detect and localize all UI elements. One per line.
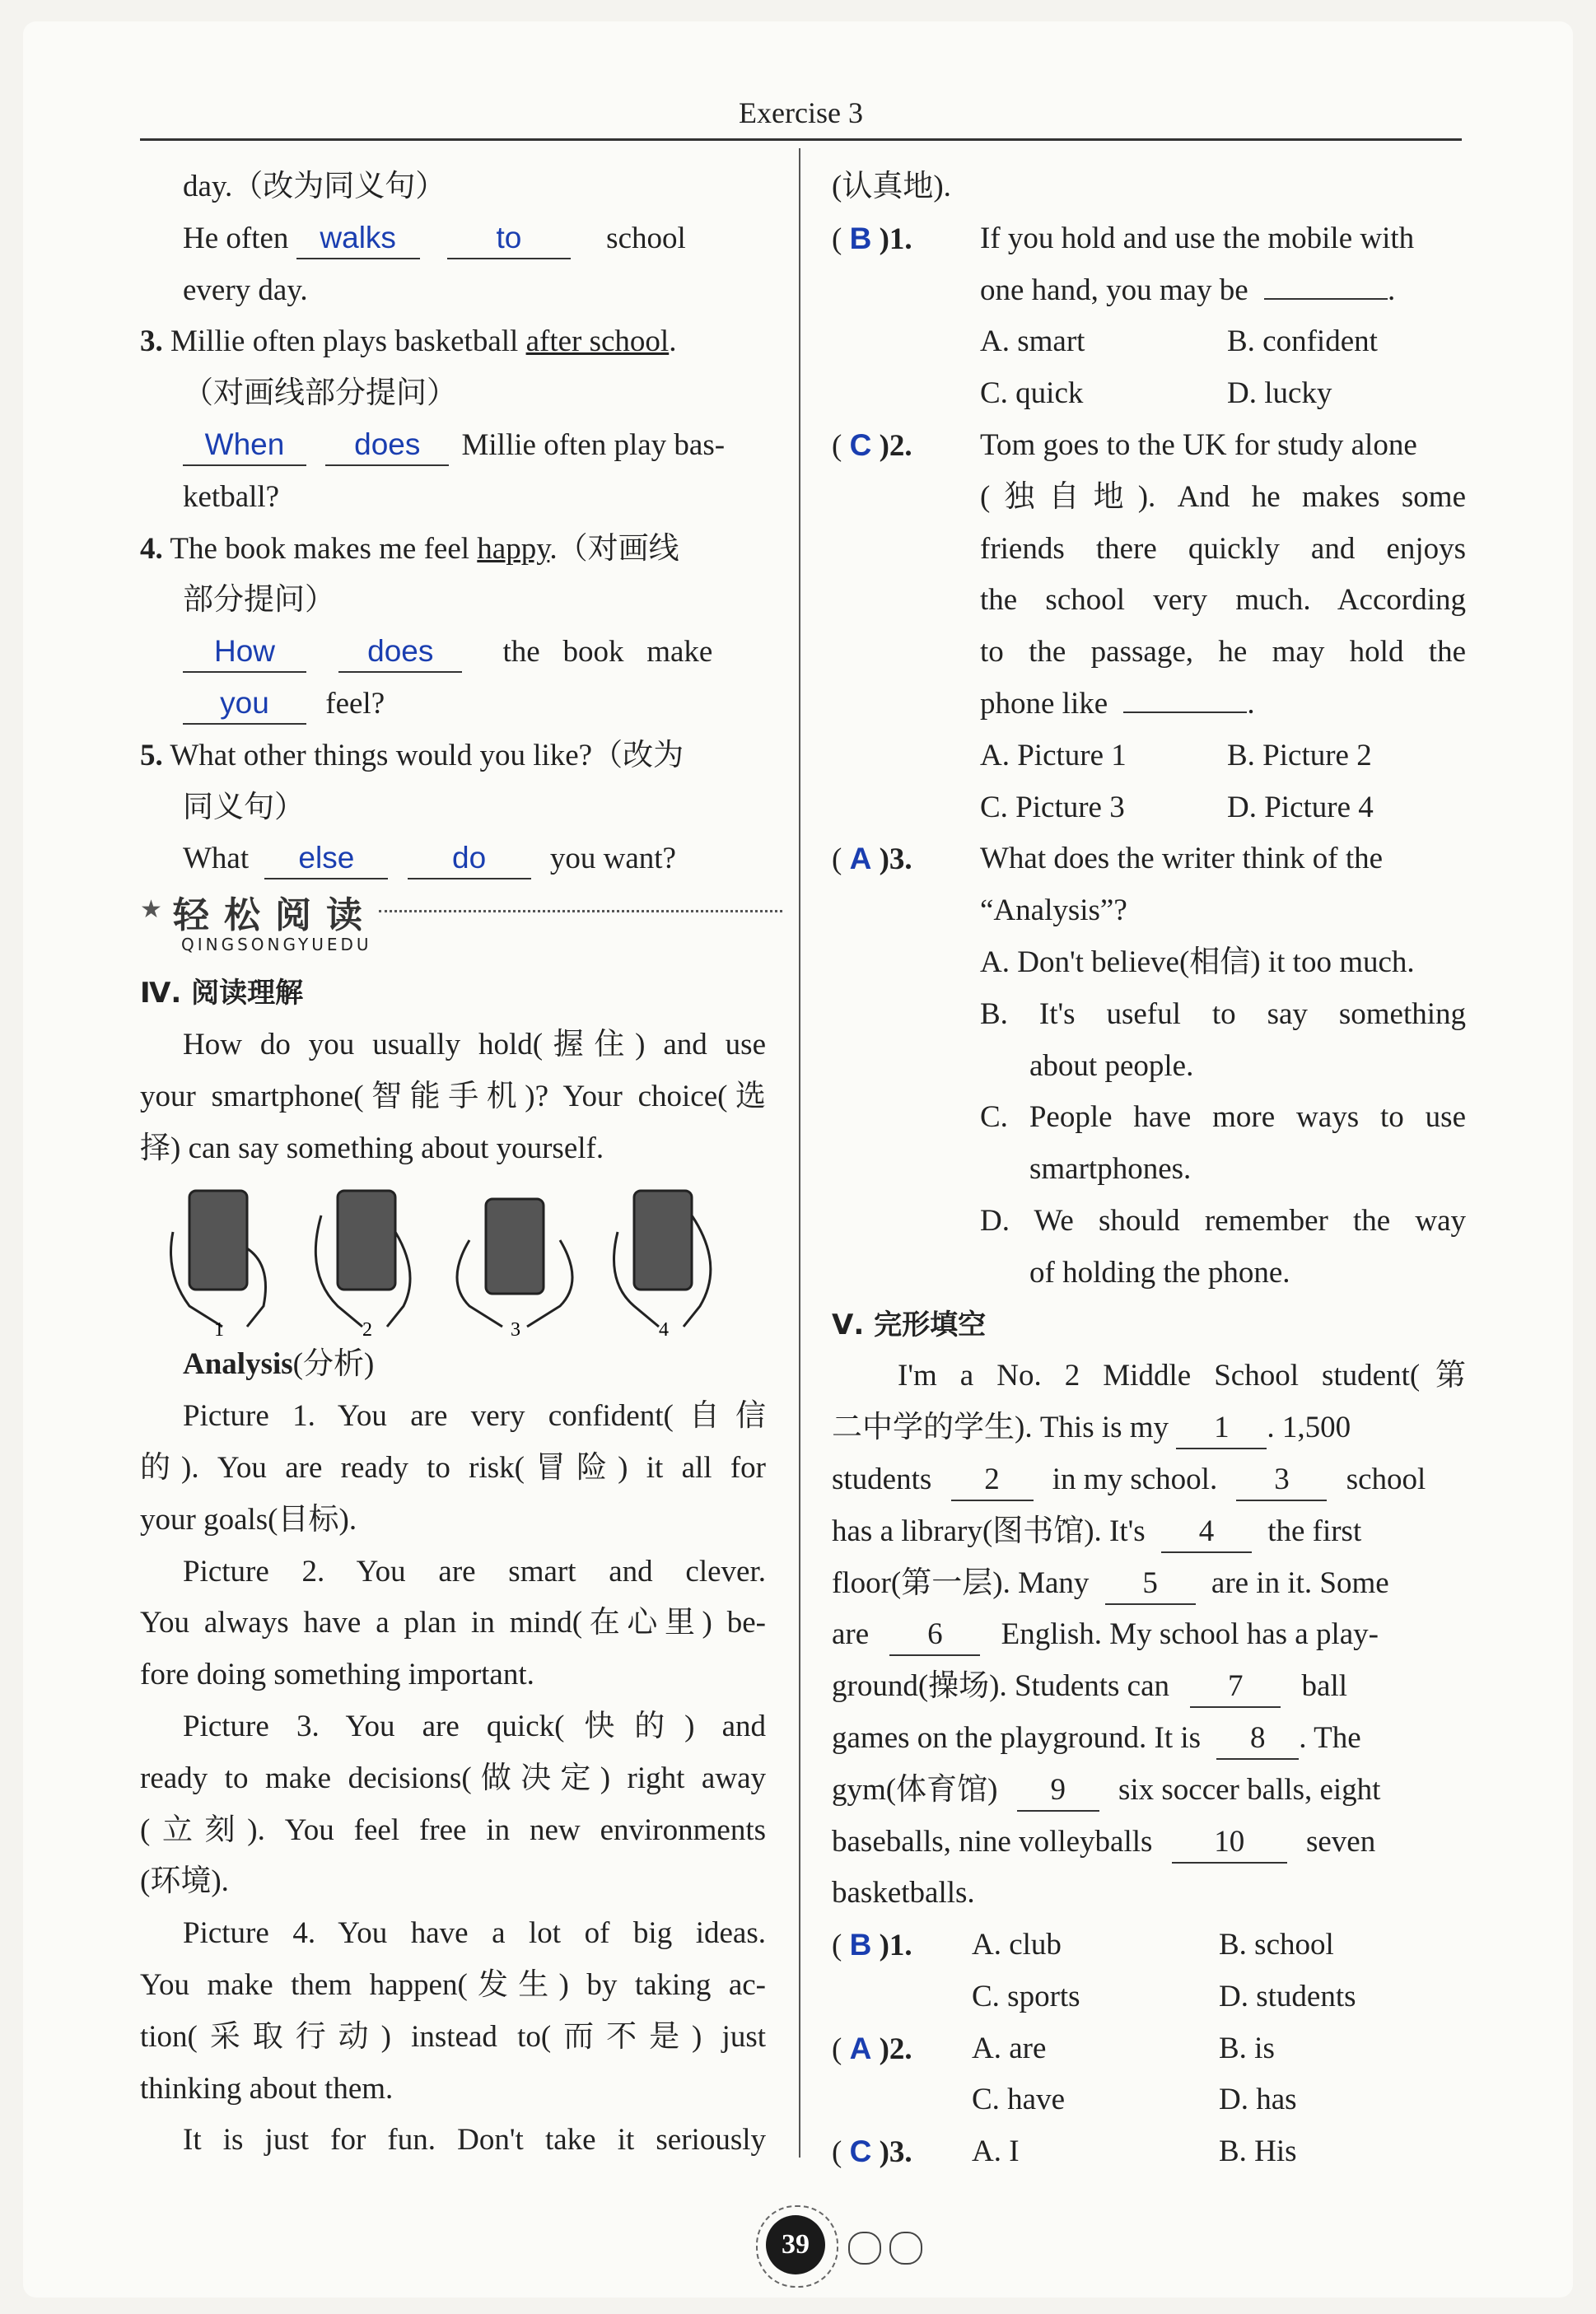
answer-does-2: does [338,632,462,673]
question-4: 4. The book makes me feel happy.（对画线 [140,531,679,566]
question-3-instruction: （对画线部分提问） [183,376,457,411]
reading-question-2: ( C )2. Tom goes to the UK for study alone [832,427,1417,463]
para-1-line-2: 的). You are ready to risk(冒险) it all for [140,1450,766,1485]
para-5-line-1: It is just for fun. Don't take it seriously [183,2123,766,2158]
answer-does: does [325,425,449,466]
phone-holding-illustration [156,1183,766,1339]
q3-option-c: C. People have more ways to use [980,1100,1466,1135]
answer-do: do [408,838,531,879]
para-4-line-3: tion(采取行动) instead to(而不是) just [140,2019,766,2054]
cloze-blank-4: 4 [1161,1512,1252,1553]
phone-picture-2 [315,1191,410,1327]
cloze-blank-8: 8 [1216,1719,1299,1760]
q2-line-2: (独自地). And he makes some [980,479,1466,514]
cloze-answer-mark-1: B [849,1928,872,1962]
cloze-question-2: ( A )2. A. are B. is [832,2031,1275,2066]
cloze-question-3: ( C )3. A. I B. His [832,2134,1297,2170]
question-4-answer-2: you feel? [140,679,766,730]
para-4-line-2: You make them happen(发生) by taking ac- [140,1967,766,2002]
q3-option-b: B. It's useful to say something [980,996,1466,1031]
q2-line-3: friends there quickly and enjoys [980,531,1466,566]
cloze-blank-9: 9 [1017,1770,1099,1812]
q3-line-2: “Analysis”? [980,893,1127,928]
picture-label-3: 3 [511,1319,520,1340]
answer-mark-1: B [849,221,872,255]
answer-to: to [447,218,571,259]
para-3-line-4: (环境). [140,1864,229,1899]
para-2-line-3: fore doing something important. [140,1658,534,1692]
phone-picture-3 [457,1199,572,1327]
cloze-line-8: games on the playground. It is 8 . The [832,1713,1466,1765]
rewrite-line-1: day.（改为同义句） [183,170,446,203]
question-5: 5. What other things would you like?（改为 [140,738,684,772]
cloze-blank-10: 10 [1172,1822,1287,1864]
cloze-line-3: students 2 in my school. 3 school [832,1454,1466,1506]
cloze-line-9: gym(体育馆) 9 six soccer balls, eight [832,1765,1466,1817]
para-3-line-2: ready to make decisions(做决定) right away [140,1761,766,1795]
cloze-line-7: ground(操场). Students can 7 ball [832,1661,1466,1713]
cloze-line-2: 二中学的学生). This is my 1 . 1,500 [832,1402,1466,1454]
intro-line-1: How do you usually hold(握住) and use [183,1027,766,1061]
page-number: 39 [766,2215,825,2274]
section-4-title: Ⅳ. 阅读理解 [140,977,304,1010]
picture-label-4: 4 [659,1319,669,1340]
question-5-instruction: 同义句） [183,790,305,824]
q1-options-cd: C. quick D. lucky [980,376,1332,411]
page-header: Exercise 3 [739,96,863,129]
right-column [832,161,1466,2178]
cloze-blank-1: 1 [1176,1408,1267,1449]
decor-circle-icon [889,2232,922,2265]
cloze-blank-5: 5 [1105,1564,1196,1605]
q2-options-ab: A. Picture 1 B. Picture 2 [980,738,1372,772]
section-5-title: Ⅴ. 完形填空 [832,1308,987,1341]
picture-label-1: 1 [214,1319,224,1340]
para-2-line-1: Picture 2. You are smart and clever. [183,1554,766,1589]
cloze-line-1: I'm a No. 2 Middle School student(第 [898,1359,1466,1393]
blank [1123,711,1247,713]
banner-dotted-line [379,910,782,912]
cloze-line-4: has a library(图书馆). It's 4 the first [832,1506,1466,1558]
para-2-line-2: You always have a plan in mind(在心里) be- [140,1606,766,1640]
question-4-instruction: 部分提问） [183,583,335,618]
cloze-blank-3: 3 [1236,1460,1327,1501]
question-3: 3. Millie often plays basketball after school. [140,324,677,359]
q3-option-c-2: smartphones. [1029,1152,1192,1187]
q2-line-5: to the passage, he may hold the [980,635,1466,669]
para-1-line-3: your goals(目标). [140,1502,357,1537]
banner-subtitle: QINGSONGYUEDU [181,935,372,955]
cloze-question-1: ( B )1. A. club B. school [832,1928,1334,1963]
q3-option-b-2: about people. [1029,1048,1194,1083]
reading-question-1: ( B )1. If you hold and use the mobile with [832,221,1415,256]
cloze-question-1-cd: C. sports D. students [972,1979,1356,2013]
cloze-answer-mark-2: A [849,2031,872,2065]
decor-circle-icon [848,2232,881,2265]
cloze-blank-7: 7 [1190,1667,1281,1708]
analysis-title: Analysis(分析) [183,1347,375,1382]
question-4-answer: How does the book make [140,627,766,679]
reading-question-3: ( A )3. What does the writer think of the [832,842,1384,877]
intro-line-3: 择) can say something about yourself. [140,1131,604,1165]
para-3-line-1: Picture 3. You are quick(快的) and [183,1709,766,1743]
cloze-blank-2: 2 [951,1460,1034,1501]
left-column [140,161,766,2167]
para-3-line-3: (立刻). You feel free in new environments [140,1812,766,1847]
reading-question-1-line-2: one hand, you may be . [980,273,1396,307]
banner-title: 轻松阅读 [173,894,377,937]
cloze-question-2-cd: C. have D. has [972,2083,1297,2117]
picture-label-2: 2 [362,1319,372,1340]
q3-option-d-2: of holding the phone. [1029,1255,1290,1290]
continuation-line: (认真地). [832,170,951,203]
q1-options-ab: A. smart B. confident [980,324,1378,359]
answer-mark-3: A [849,842,872,876]
cloze-line-10: baseballs, nine volleyballs 10 seven [832,1817,1466,1868]
para-4-line-1: Picture 4. You have a lot of big ideas. [183,1916,766,1951]
answer-walks: walks [296,218,420,259]
column-divider [799,148,800,2158]
phone-picture-4 [614,1191,711,1327]
q2-options-cd: C. Picture 3 D. Picture 4 [980,790,1374,824]
question-5-answer: What else do you want? [140,833,766,885]
intro-line-2: your smartphone(智能手机)? Your choice(选 [140,1079,766,1113]
q2-line-6: phone like . [980,686,1255,721]
answer-how: How [183,632,306,673]
answer-you: you [183,683,306,725]
phone-picture-1 [171,1191,266,1327]
cloze-blank-6: 6 [889,1615,980,1656]
para-1-line-1: Picture 1. You are very confident(自信 [183,1399,766,1434]
star-icon: ★ [140,896,162,924]
answer-when: When [183,425,306,466]
cloze-line-5: floor(第一层). Many 5 are in it. Some [832,1558,1466,1610]
para-4-line-4: thinking about them. [140,2071,394,2106]
reading-banner [140,885,766,968]
rewrite-line-3: every day. [183,273,308,307]
answer-mark-2: C [849,427,872,462]
cloze-line-11: basketballs. [832,1876,975,1910]
q2-line-4: the school very much. According [980,583,1466,618]
question-3-answer: When does Millie often play bas- [140,420,766,472]
phone-pictures [140,1183,766,1339]
rewrite-line-2: He often walks to school [140,213,766,265]
question-3-tail: ketball? [183,479,280,514]
cloze-answer-mark-3: C [849,2134,872,2169]
cloze-line-6: are 6 English. My school has a play- [832,1609,1466,1661]
q3-option-a: A. Don't believe(相信) it too much. [980,945,1415,979]
blank [1264,298,1388,300]
q3-option-d: D. We should remember the way [980,1203,1466,1238]
header-rule [140,138,1462,141]
answer-else: else [264,838,388,879]
